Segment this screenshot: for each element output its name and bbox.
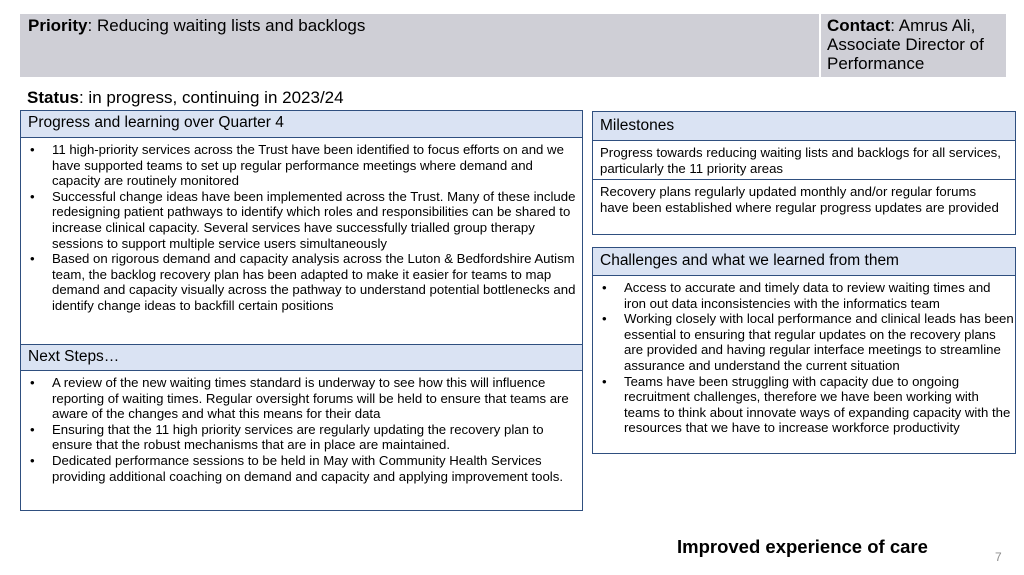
list-item <box>21 142 582 189</box>
footer-title: Improved experience of care <box>677 536 928 557</box>
bullet-icon: • <box>30 452 35 468</box>
contact-label: Contact <box>827 16 891 35</box>
progress-list <box>21 142 582 314</box>
milestones-heading: Milestones <box>593 112 1015 141</box>
list-item-text: Successful change ideas have been implemented across the Trust. Many of these include redesigning patient pathways to identify which roles and responsibilities can be shared to increase clinical capacity. Several services have successfully trialled group therapy sessions to support multiple service users simultaneously <box>52 188 576 251</box>
progress-heading: Progress and learning over Quarter 4 <box>21 111 582 138</box>
list-item-text: Dedicated performance sessions to be held in May with Community Health Services providing additional coaching on demand and capacity and applying improvement tools. <box>52 452 563 484</box>
next-steps-heading: Next Steps… <box>21 344 582 371</box>
list-item <box>593 311 1015 373</box>
list-item-text: Ensuring that the 11 high priority services are regularly updating the recovery plan to ensure that the robust mechanisms that are in place are maintained. <box>52 421 544 453</box>
list-item <box>21 453 582 484</box>
list-item <box>21 375 582 422</box>
list-item <box>593 374 1015 436</box>
status-text: : in progress, continuing in 2023/24 <box>78 88 344 107</box>
challenges-panel <box>592 247 1016 454</box>
challenges-list <box>593 280 1015 436</box>
page-number: 7 <box>995 550 1002 564</box>
list-item-text: Teams have been struggling with capacity due to ongoing recruitment challenges, therefore we have been working with teams to think about innovate ways of expanding capacity with the resources that we have to increase workforce productivity <box>624 373 1011 436</box>
bullet-icon: • <box>30 421 35 437</box>
list-item <box>21 189 582 251</box>
list-item <box>21 422 582 453</box>
status-label: Status <box>27 88 79 107</box>
list-item-text: Based on rigorous demand and capacity analysis across the Luton & Bedfordshire Autism team, the backlog recovery plan has been adapted to make it easier for teams to map demand and capacity visually across the pathway to understand potential bottlenecks and identify change ideas to backfill certain positions <box>52 251 576 313</box>
next-steps-list <box>21 375 582 484</box>
bullet-icon: • <box>30 375 35 390</box>
status-line <box>27 88 344 108</box>
bullet-icon: • <box>602 280 607 295</box>
priority-label: Priority <box>28 16 88 35</box>
challenges-heading: Challenges and what we learned from them <box>593 248 1015 276</box>
priority-header <box>20 14 819 77</box>
list-item-text: 11 high-priority services across the Trust have been identified to focus efforts on and we have supported teams to set up regular performance meetings where demand and capacity are routinely monitored <box>52 142 564 189</box>
milestones-panel <box>592 111 1016 235</box>
milestone-row: Recovery plans regularly updated monthly and/or regular forums have been established where regular progress updates are provided <box>600 184 999 215</box>
list-item <box>21 251 582 313</box>
bullet-icon: • <box>602 311 607 327</box>
progress-panel <box>20 110 583 511</box>
bullet-icon: • <box>30 188 35 204</box>
milestone-row: Progress towards reducing waiting lists and backlogs for all services, particularly the 11 priority areas <box>593 142 1015 180</box>
list-item-text: A review of the new waiting times standard is underway to see how this will influence reporting of waiting times. Regular oversight forums will be held to ensure that teams are aware of the changes and what this means for their data <box>52 375 569 422</box>
priority-text: : Reducing waiting lists and backlogs <box>87 16 366 35</box>
bullet-icon: • <box>30 142 35 157</box>
list-item-text: Working closely with local performance and clinical leads has been essential to ensuring that regular updates on the recovery plans are provided and having regular interface meetings to streamline assurance and understand the current situation <box>624 311 1014 373</box>
bullet-icon: • <box>602 373 607 389</box>
contact-header <box>821 14 1006 77</box>
list-item <box>593 280 1015 311</box>
bullet-icon: • <box>30 251 35 267</box>
contact-text: : Amrus Ali, Associate Director of Performance <box>827 16 984 73</box>
list-item-text: Access to accurate and timely data to review waiting times and iron out data inconsistencies with the informatics team <box>624 280 991 311</box>
